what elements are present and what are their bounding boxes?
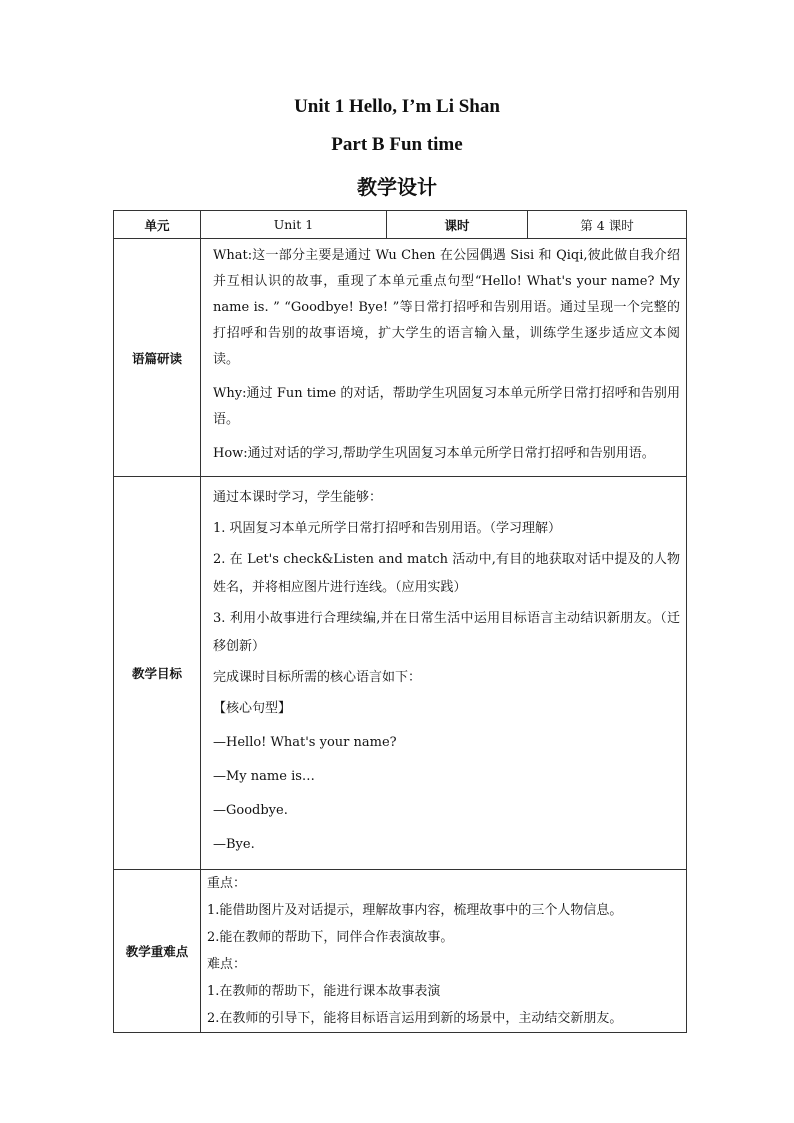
objective-2: 2. 在 Let's check&Listen and match 活动中,有目的地获取对话中提及的人物姓名，并将相应图片进行连线。（应用实践）	[213, 552, 680, 595]
doc-subtitle: Part B Fun time	[331, 134, 463, 155]
key-points-label: 教学重难点	[114, 870, 201, 1033]
how-paragraph: How:通过对话的学习,帮助学生巩固复习本单元所学日常打招呼和告别用语。	[213, 446, 655, 461]
key-points-row	[114, 870, 687, 1033]
core-language-intro: 完成课时目标所需的核心语言如下：	[213, 670, 422, 685]
core-sentence-4: —Bye.	[213, 837, 255, 852]
key-point-1: 1.能借助图片及对话提示，理解故事内容，梳理故事中的三个人物信息。	[207, 903, 623, 918]
text-analysis-label: 语篇研读	[114, 239, 201, 477]
objective-intro: 通过本课时学习，学生能够：	[213, 490, 383, 505]
key-points-content	[201, 870, 687, 1033]
key-heading: 重点：	[207, 876, 247, 891]
objective-3: 3. 利用小故事进行合理续编,并在日常生活中运用目标语言主动结识新朋友。（迁移创新）	[213, 611, 680, 654]
difficulty-2: 2.在教师的引导下，能将目标语言运用到新的场景中，主动结交新朋友。	[207, 1011, 623, 1026]
lesson-label: 课时	[387, 211, 528, 239]
text-analysis-row	[114, 239, 687, 477]
difficulty-heading: 难点：	[207, 957, 247, 972]
core-sentence-heading: 【核心句型】	[213, 701, 292, 716]
core-sentence-2: —My name is…	[213, 769, 315, 784]
unit-value: Unit 1	[201, 211, 387, 239]
key-point-2: 2.能在教师的帮助下，同伴合作表演故事。	[207, 930, 454, 945]
what-paragraph: What:这一部分主要是通过 Wu Chen 在公园偶遇 Sisi 和 Qiqi,彼此做自我介绍并互相认识的故事，重现了本单元重点句型“Hello! What's your name? My name is. ” “Goodbye! Bye! ”等日常打招呼和告别用语。通过呈现一个完整的打招呼和告别的故事语境，扩大学生的语言输入量，训练学生逐步适应文本阅读。	[213, 248, 680, 367]
objectives-label: 教学目标	[114, 477, 201, 870]
core-sentence-3: —Goodbye.	[213, 803, 288, 818]
difficulty-1: 1.在教师的帮助下，能进行课本故事表演	[207, 984, 441, 999]
objective-1: 1. 巩固复习本单元所学日常打招呼和告别用语。（学习理解）	[213, 521, 562, 536]
doc-heading: 教学设计	[357, 175, 437, 199]
objectives-content	[201, 477, 687, 870]
objectives-row	[114, 477, 687, 870]
unit-label: 单元	[114, 211, 201, 239]
doc-title: Unit 1 Hello, I’m Li Shan	[294, 96, 500, 117]
core-sentence-1: —Hello! What's your name?	[213, 735, 397, 750]
lesson-value: 第 4 课时	[528, 211, 687, 239]
lesson-plan-table	[113, 210, 687, 1033]
table-header-row	[114, 211, 687, 239]
text-analysis-content	[201, 239, 687, 477]
why-paragraph: Why:通过 Fun time 的对话，帮助学生巩固复习本单元所学日常打招呼和告别用语。	[213, 386, 680, 427]
